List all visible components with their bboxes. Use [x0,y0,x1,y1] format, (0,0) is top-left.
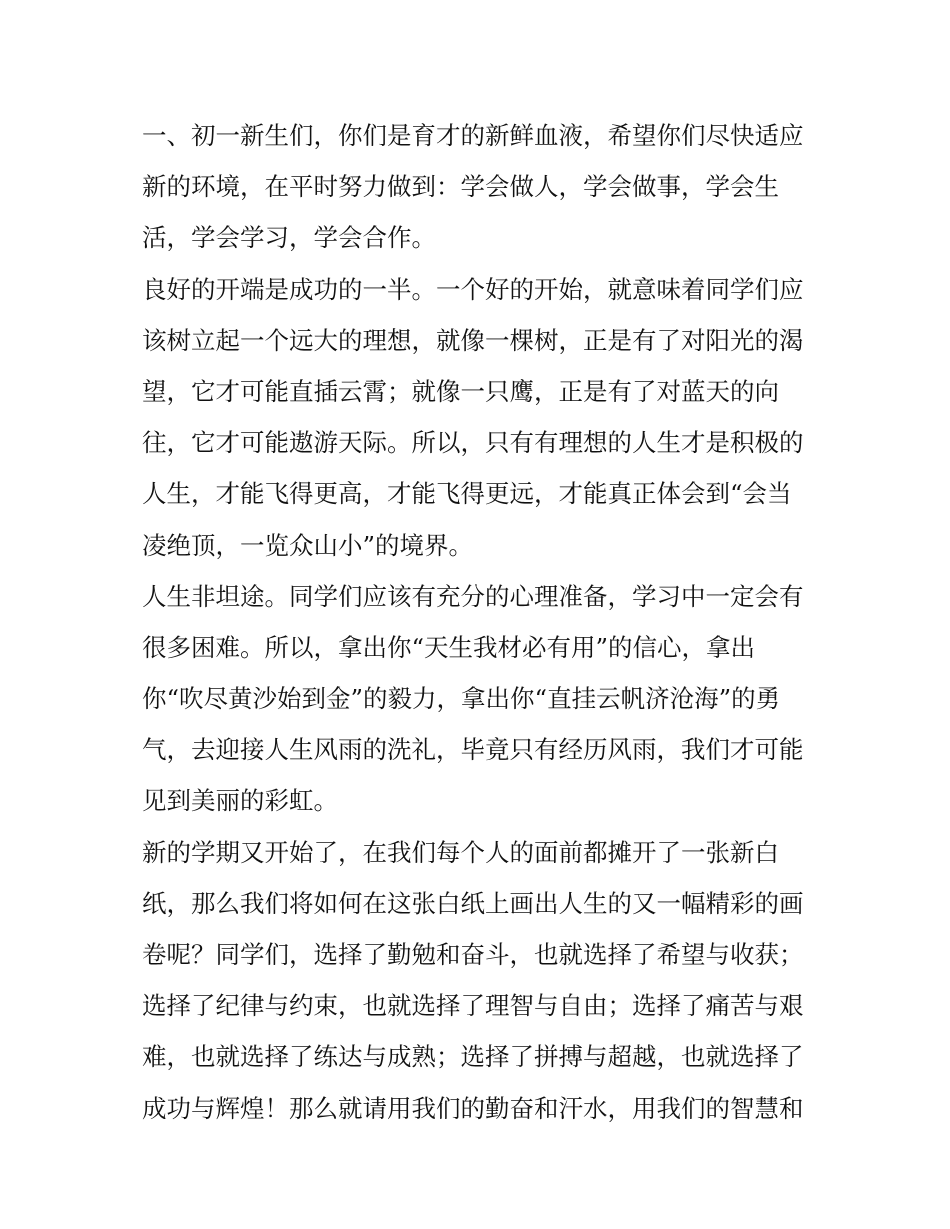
text-line: 人生非坦途。同学们应该有充分的心理准备，学习中一定会有 [142,581,804,611]
text-line: 很多困难。所以，拿出你“天生我材必有用”的信心，拿出 [142,632,756,662]
text-line: 良好的开端是成功的一半。一个好的开始，就意味着同学们应 [142,274,804,304]
text-line: 难，也就选择了练达与成熟；选择了拼搏与超越，也就选择了 [142,1042,804,1072]
text-line: 卷呢？同学们，选择了勤勉和奋斗，也就选择了希望与收获； [142,940,804,969]
text-line: 活，学会学习，学会合作。 [142,223,436,253]
text-line: 凌绝顶，一览众山小”的境界。 [142,530,474,560]
body-text [142,110,822,1134]
text-line: 纸，那么我们将如何在这张白纸上画出人生的又一幅精彩的画 [142,888,804,918]
text-line: 新的环境，在平时努力做到：学会做人，学会做事，学会生 [142,172,779,202]
text-line: 新的学期又开始了，在我们每个人的面前都摊开了一张新白 [142,837,779,867]
text-line: 人生，才能飞得更高，才能飞得更远，才能真正体会到“会当 [142,479,792,509]
text-line: 一、初一新生们，你们是育才的新鲜血液，希望你们尽快适应 [142,121,804,150]
text-line: 往，它才可能遨游天际。所以，只有有理想的人生才是积极的 [142,428,804,458]
text-line: 你“吹尽黄沙始到金”的毅力，拿出你“直挂云帆济沧海”的勇 [142,684,781,714]
text-line: 选择了纪律与约束，也就选择了理智与自由；选择了痛苦与艰 [142,991,804,1021]
text-line: 成功与辉煌！那么就请用我们的勤奋和汗水，用我们的智慧和 [142,1093,804,1123]
text-line: 该树立起一个远大的理想，就像一棵树，正是有了对阳光的渴 [142,325,804,355]
text-line: 望，它才可能直插云霄；就像一只鹰，正是有了对蓝天的向 [142,376,779,406]
text-line: 见到美丽的彩虹。 [142,786,338,816]
text-line: 气，去迎接人生风雨的洗礼，毕竟只有经历风雨，我们才可能 [142,735,804,765]
